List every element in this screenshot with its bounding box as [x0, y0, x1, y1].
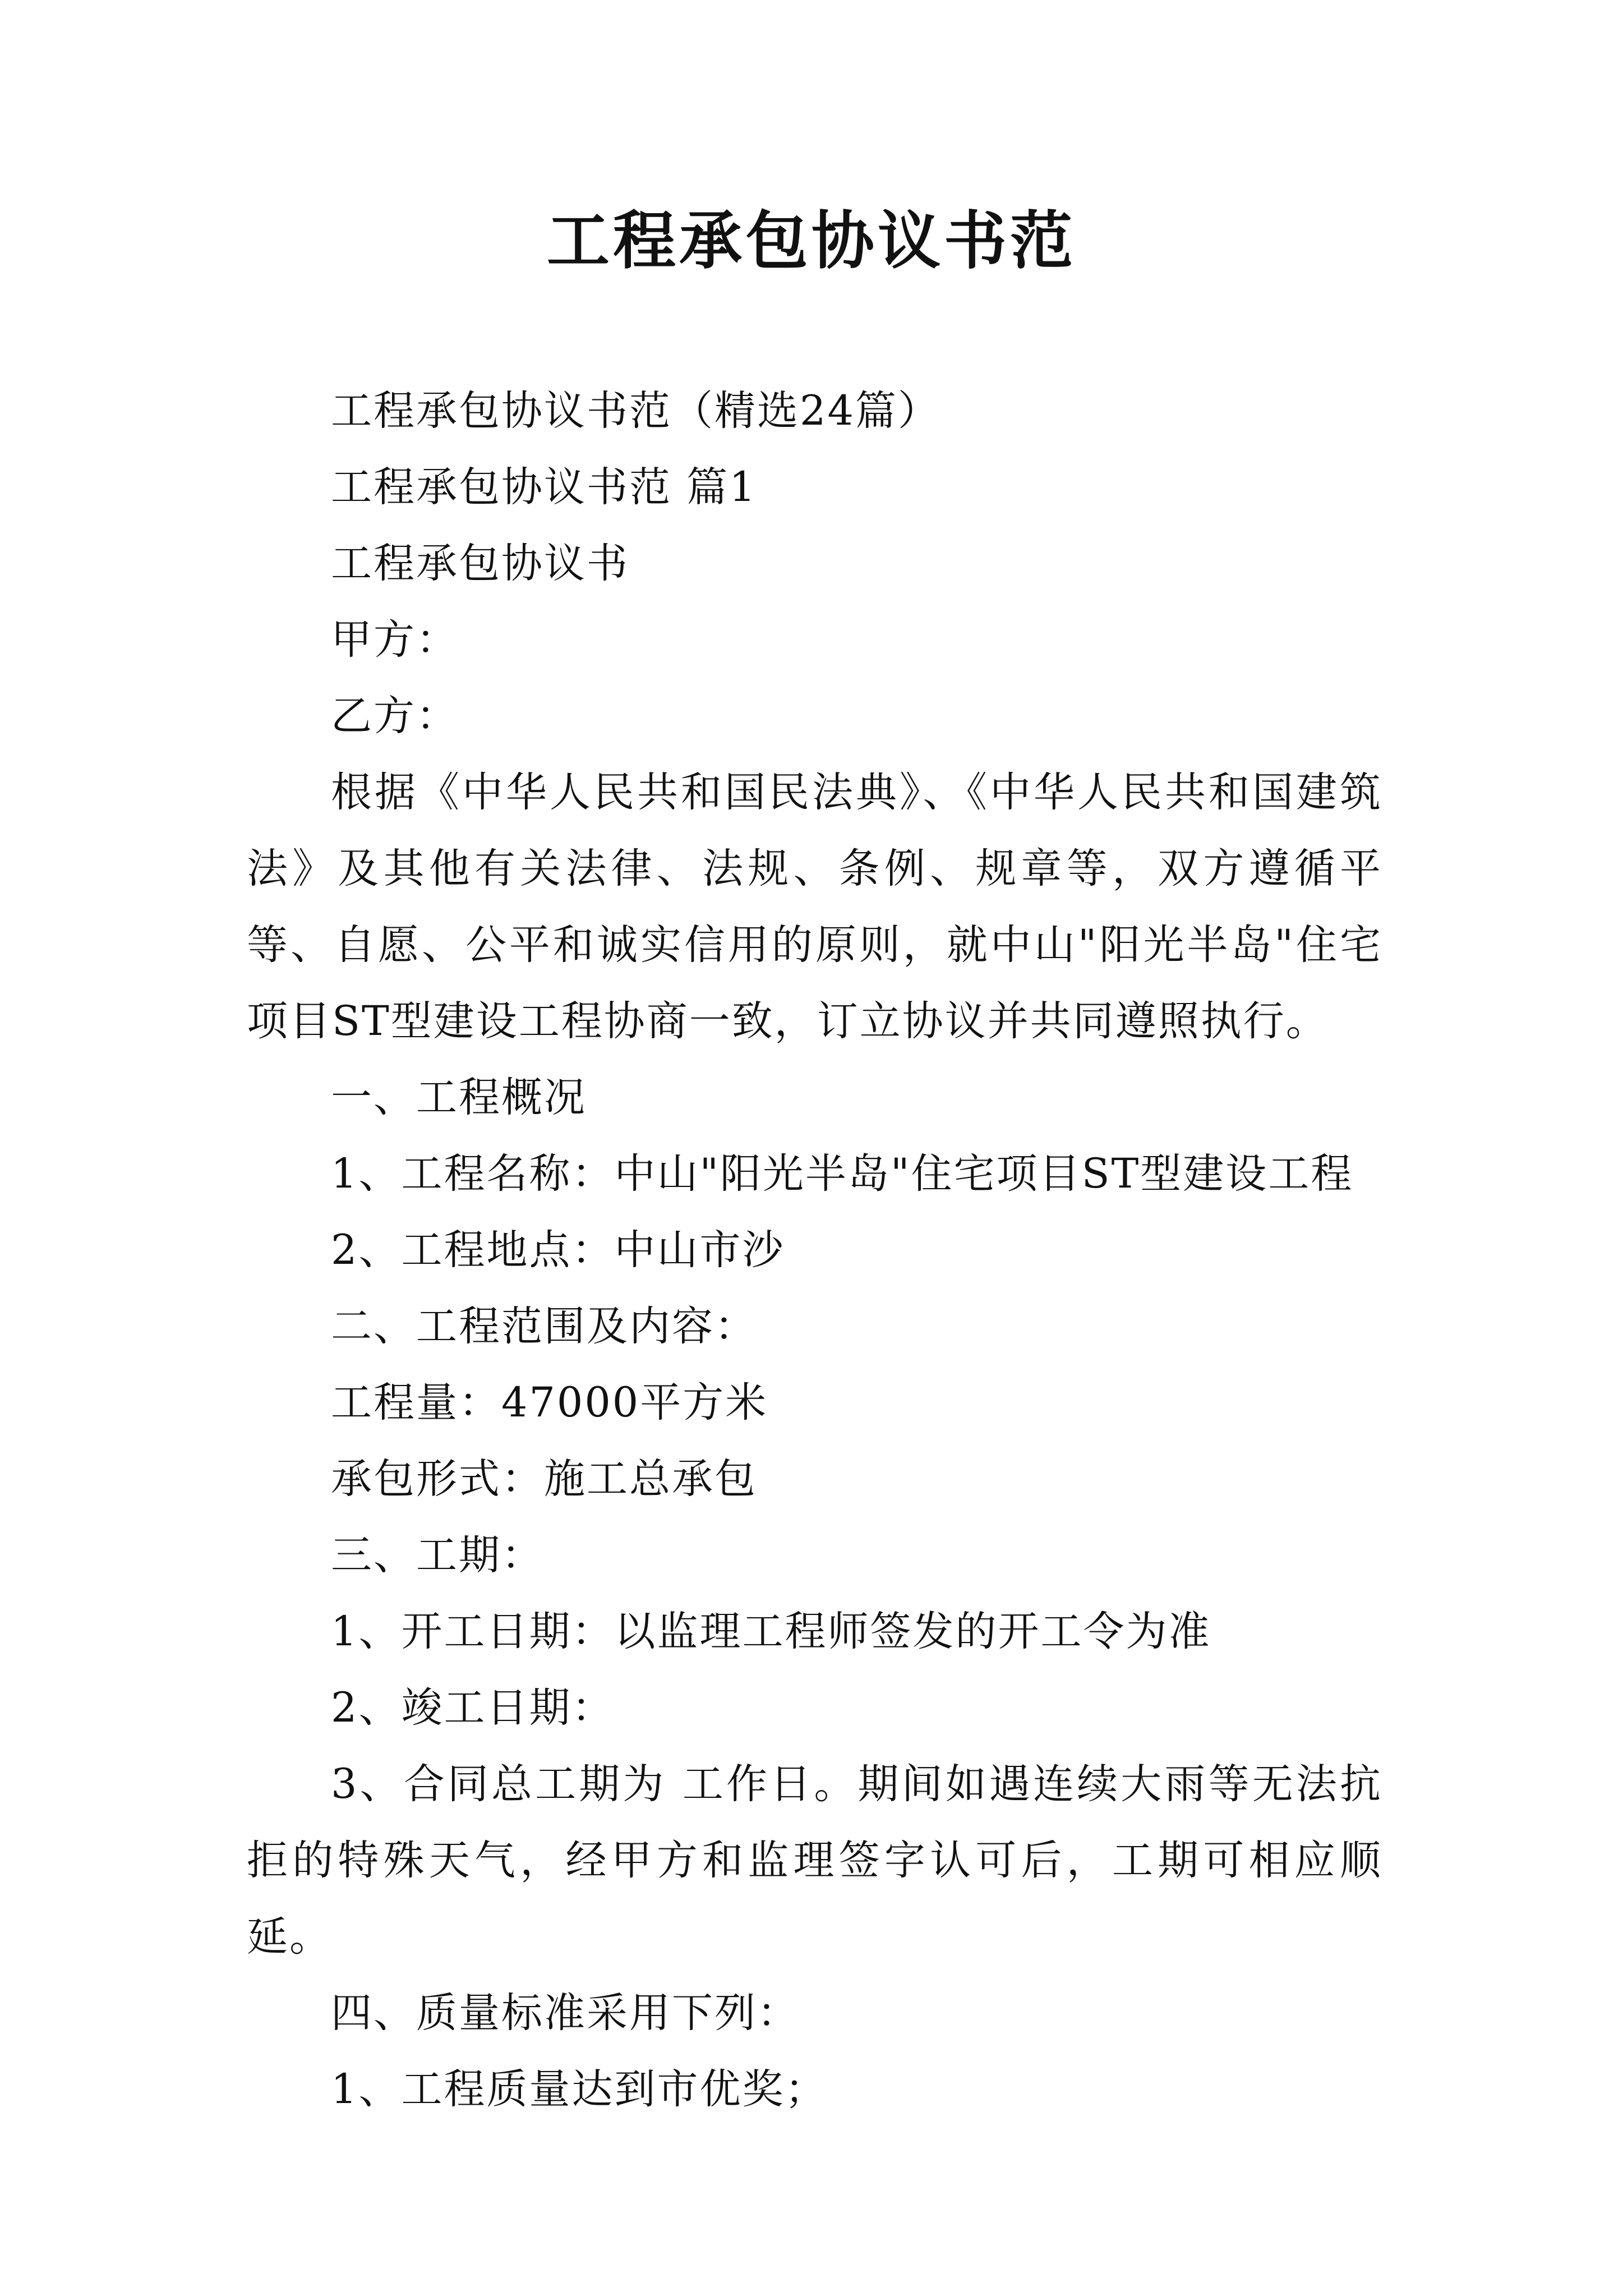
document-body — [247, 373, 1382, 2128]
document-title: 工程承包协议书范 — [547, 204, 1076, 278]
paragraph-party-b: 乙方： — [331, 692, 459, 740]
paragraph-start-date: 1、开工日期：以监理工程师签发的开工令为准 — [331, 1608, 1211, 1655]
paragraph-completion-date: 2、竣工日期： — [331, 1684, 615, 1732]
paragraph-contract-form: 承包形式：施工总承包 — [331, 1455, 757, 1503]
paragraph-agreement-name: 工程承包协议书 — [331, 540, 629, 587]
paragraph-quality-standard: 1、工程质量达到市优奖； — [331, 2065, 828, 2113]
paragraph-scope-heading: 二、工程范围及内容： — [331, 1303, 757, 1350]
paragraph-quality-heading: 四、质量标准采用下列： — [331, 1989, 800, 2037]
paragraph-quantity: 工程量：47000平方米 — [331, 1379, 768, 1427]
paragraph-project-location: 2、工程地点：中山市沙 — [331, 1226, 785, 1274]
paragraph-preamble: 根据《中华人民共和国民法典》、《中华人民共和国建筑法》及其他有关法律、法规、条例、规章等，双方遵循平等、自愿、公平和诚实信用的原则，就中山"阳光半岛"住宅项目ST型建设工程协商一致，订立协议并共同遵照执行。 — [247, 769, 1382, 1045]
paragraph-section-heading: 工程承包协议书范 篇1 — [331, 463, 757, 511]
paragraph-project-name: 1、工程名称：中山"阳光半岛"住宅项目ST型建设工程 — [331, 1150, 1354, 1198]
paragraph-party-a: 甲方： — [331, 616, 459, 664]
paragraph-schedule-heading: 三、工期： — [331, 1531, 544, 1579]
paragraph-overview-heading: 一、工程概况 — [331, 1074, 587, 1121]
paragraph-subtitle: 工程承包协议书范（精选24篇） — [331, 387, 940, 435]
paragraph-total-duration: 3、合同总工期为 工作日。期间如遇连续大雨等无法抗拒的特殊天气，经甲方和监理签字认可后，工期可相应顺延。 — [247, 1760, 1382, 1961]
